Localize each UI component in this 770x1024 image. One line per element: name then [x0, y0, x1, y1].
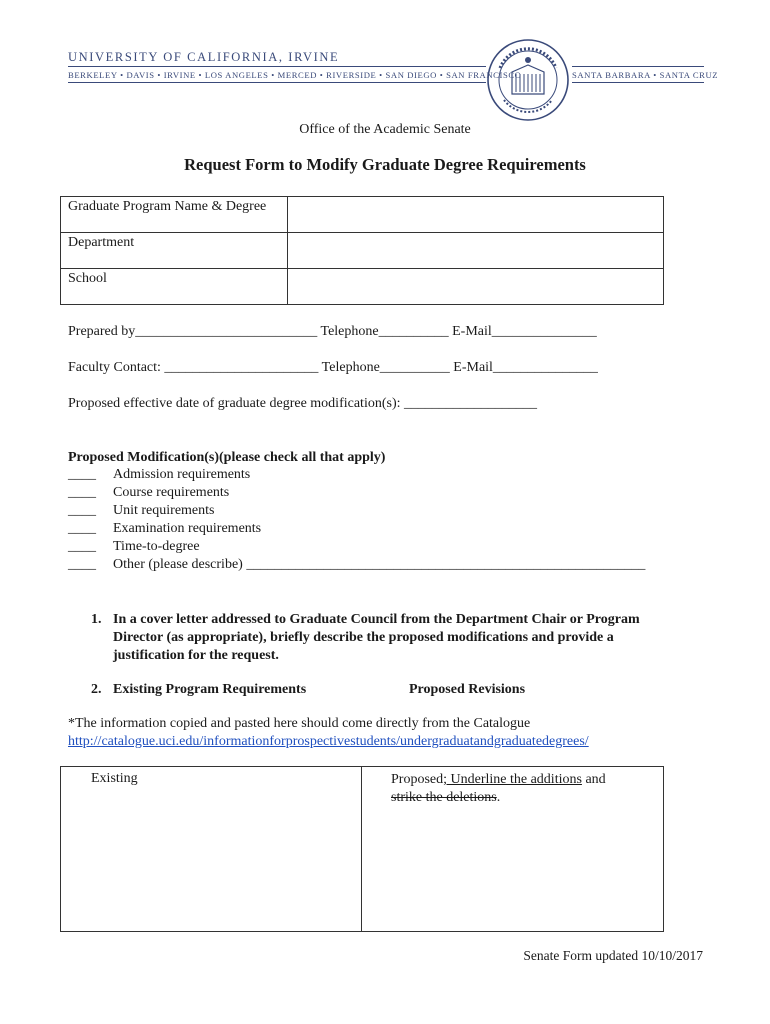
proposed-prefix: Proposed	[391, 772, 444, 787]
examination-checkbox[interactable]: ____	[68, 521, 96, 536]
school-field[interactable]	[288, 269, 664, 305]
proposed-and: and	[581, 772, 606, 787]
strike-deletions-text: strike the deletions	[391, 790, 497, 805]
effective-date-line[interactable]: Proposed effective date of graduate degree modification(s): ___________________	[68, 396, 537, 411]
admission-label: Admission requirements	[113, 467, 251, 482]
campus-list-left: BERKELEY • DAVIS • IRVINE • LOS ANGELES • MERCED • RIVERSIDE • SAN DIEGO • SAN FRANCISCO	[68, 70, 522, 80]
program-name-field[interactable]	[288, 197, 664, 233]
university-seal-icon	[486, 38, 570, 122]
item-1-number: 1.	[91, 612, 102, 627]
unit-checkbox[interactable]: ____	[68, 503, 96, 518]
letterhead-rule-top-left	[68, 66, 486, 67]
item-1-text: In a cover letter addressed to Graduate Council from the Department Chair or Program Director (as appropriate), briefly describe the proposed modifications and provide a justification for the request.	[113, 612, 640, 663]
comparison-box	[60, 766, 664, 932]
existing-requirements-heading: Existing Program Requirements	[113, 682, 307, 697]
table-row	[61, 233, 664, 269]
other-label[interactable]: Other (please describe) _________________________________________________________	[113, 557, 646, 572]
item-2-number: 2.	[91, 682, 102, 697]
underline-additions-text: ; Underline the additions	[443, 772, 582, 787]
proposed-end: .	[496, 790, 501, 805]
course-label: Course requirements	[113, 485, 230, 500]
letterhead-rule-top-right	[572, 66, 704, 67]
prepared-by-line[interactable]: Prepared by__________________________ Telephone__________ E-Mail_______________	[68, 324, 597, 339]
program-name-label: Graduate Program Name & Degree	[61, 197, 288, 233]
table-row	[61, 269, 664, 305]
campus-list-right: SANTA BARBARA • SANTA CRUZ	[572, 70, 719, 80]
course-checkbox[interactable]: ____	[68, 485, 96, 500]
table-row	[61, 197, 664, 233]
school-label: School	[61, 269, 288, 305]
examination-label: Examination requirements	[113, 521, 262, 536]
proposed-instructions	[391, 771, 641, 807]
other-checkbox[interactable]: ____	[68, 557, 96, 572]
letterhead-rule-bottom-right	[572, 82, 704, 83]
time-to-degree-checkbox[interactable]: ____	[68, 539, 96, 554]
program-info-table	[60, 196, 664, 305]
modifications-heading: Proposed Modification(s)(please check all that apply)	[68, 450, 386, 465]
form-updated-footer: Senate Form updated 10/10/2017	[523, 948, 703, 963]
catalogue-note: *The information copied and pasted here should come directly from the Catalogue	[68, 716, 531, 731]
time-to-degree-label: Time-to-degree	[113, 539, 200, 554]
department-field[interactable]	[288, 233, 664, 269]
page-title: Request Form to Modify Graduate Degree Requirements	[184, 155, 586, 174]
existing-label: Existing	[91, 771, 138, 786]
unit-label: Unit requirements	[113, 503, 215, 518]
admission-checkbox[interactable]: ____	[68, 467, 96, 482]
department-label: Department	[61, 233, 288, 269]
letterhead-rule-bottom-left	[68, 82, 486, 83]
university-name: UNIVERSITY OF CALIFORNIA, IRVINE	[68, 50, 340, 64]
proposed-revisions-heading: Proposed Revisions	[409, 682, 526, 697]
catalogue-link[interactable]: http://catalogue.uci.edu/informationforprospectivestudents/undergraduatandgraduatedegrees/	[68, 734, 589, 749]
faculty-contact-line[interactable]: Faculty Contact: ______________________ Telephone__________ E-Mail_______________	[68, 360, 598, 375]
office-name: Office of the Academic Senate	[299, 122, 471, 137]
comparison-divider	[361, 767, 362, 931]
